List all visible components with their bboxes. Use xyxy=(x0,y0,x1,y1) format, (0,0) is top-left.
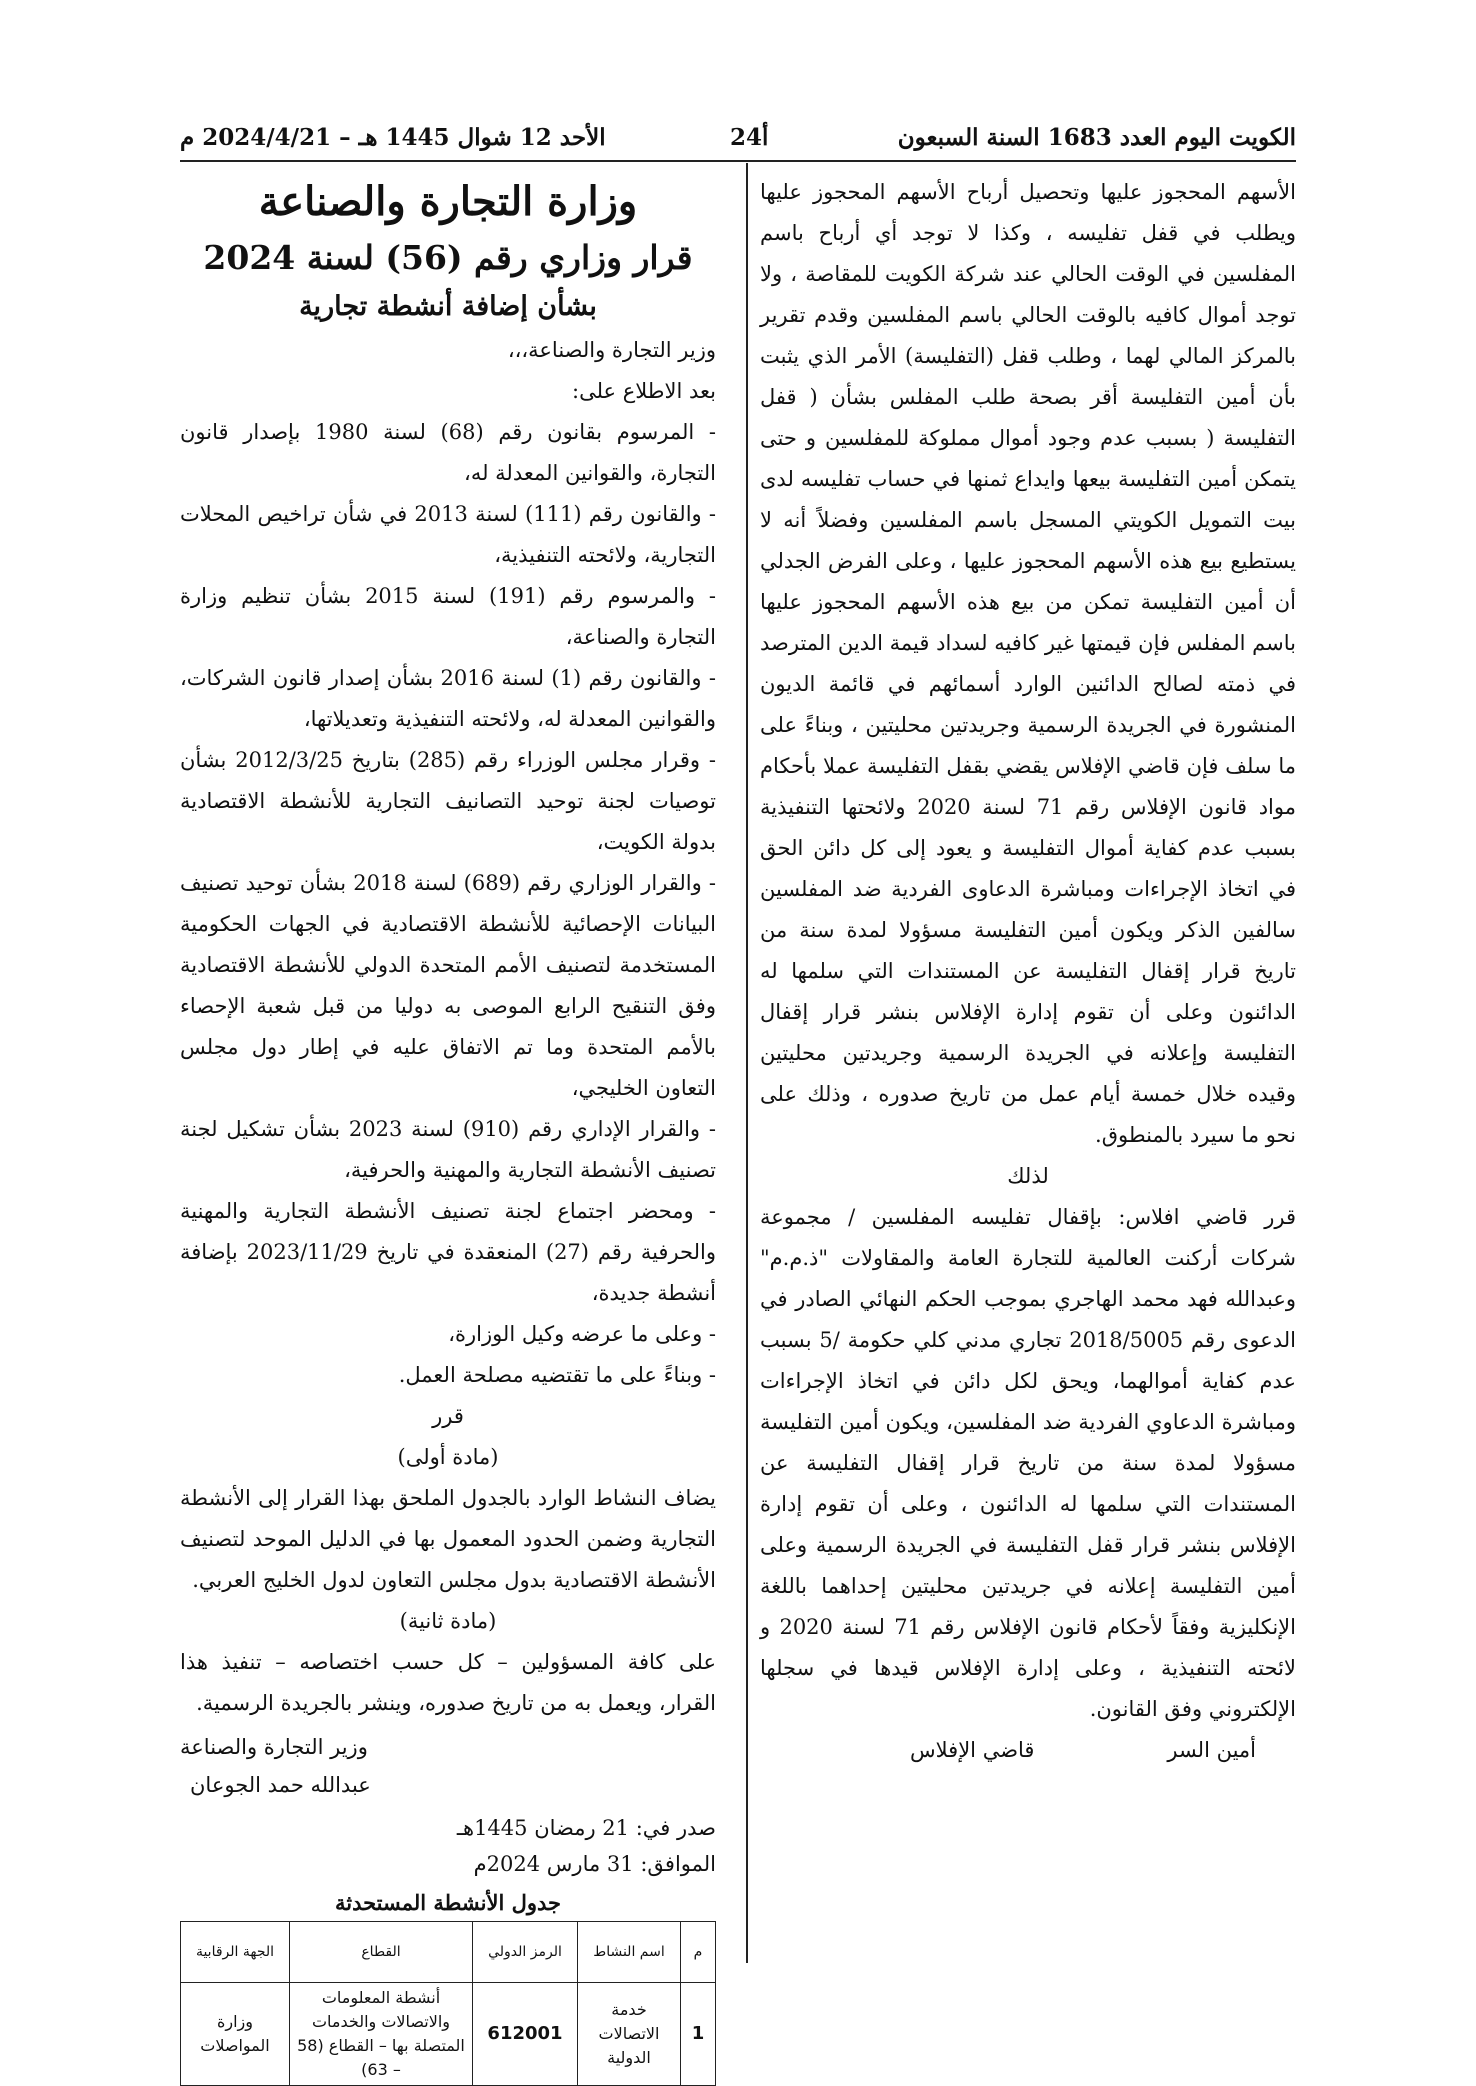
minister-name: عبدالله حمد الجوعان xyxy=(190,1773,371,1797)
table-cell: 1 xyxy=(681,1983,716,2086)
after-review: بعد الاطلاع على: xyxy=(572,379,716,403)
article2-text: على كافة المسؤولين – كل حسب اختصاصه – تنفيذ هذا القرار، ويعمل به من تاريخ صدوره، وينشر بالجريدة الرسمية. xyxy=(180,1650,716,1715)
reference-item: - والقرار الإداري رقم (910) لسنة 2023 بشأن تشكيل لجنة تصنيف الأنشطة التجارية والمهنية والحرفية، xyxy=(180,1117,716,1182)
column-divider xyxy=(746,163,748,1963)
reference-item: - والقرار الوزاري رقم (689) لسنة 2018 بشأن توحيد تصنيف البيانات الإحصائية للأنشطة الاقتصادية في الجهات الحكومية المستخدمة لتصنيف الأمم المتحدة الدولي للأنشطة الاقتصادية وفق التنقيح الرابع الموصى به دوليا من قبل شعبة الإحصاء بالأمم المتحدة وما تم الاتفاق عليه في إطار دول مجلس التعاون الخليجي، xyxy=(180,871,716,1100)
left-column xyxy=(180,172,716,2086)
table-title: جدول الأنشطة المستحدثة xyxy=(334,1890,562,1915)
table-row xyxy=(181,1983,716,2086)
corresponding-date: الموافق: 31 مارس 2024م xyxy=(473,1852,716,1876)
article2-title: (مادة ثانية) xyxy=(399,1609,497,1633)
table-cell: 612001 xyxy=(473,1983,578,2086)
reference-item: - المرسوم بقانون رقم (68) لسنة 1980 بإصدار قانون التجارة، والقوانين المعدلة له، xyxy=(180,420,716,485)
decision-subject: بشأن إضافة أنشطة تجارية xyxy=(299,291,597,322)
table-header-cell: الرمز الدولي xyxy=(473,1922,578,1983)
bankruptcy-paragraph: الأسهم المحجوز عليها وتحصيل أرباح الأسهم المحجوز عليها ويطلب في قفل تفليسه ، وكذا لا توجد أي أرباح باسم المفلسين في الوقت الحالي عند شركة الكويت للمقاصة ، ولا توجد أموال كافيه بالوقت الحالي باسم المفلسين وقدم تقرير بالمركز المالي لهما ، وطلب قفل (التفليسة) الأمر الذي يثبت بأن أمين التفليسة أقر بصحة طلب المفلس بشأن ( قفل التفليسة ( بسبب عدم وجود أموال مملوكة للمفلسين و حتى يتمكن أمين التفليسة بيعها وايداع ثمنها في حساب تفليسه لدى بيت التمويل الكويتي المسجل باسم المفلسين وفضلاً أنه لا يستطيع بيع هذه الأسهم المحجوز عليها ، وعلى الفرض الجدلي أن أمين التفليسة تمكن من بيع هذه الأسهم المحجوز عليها باسم المفلس فإن قيمتها غير كافيه لسداد قيمة الدين المترصد في ذمته لصالح الدائنين الوارد أسمائهم في قائمة الديون المنشورة في الجريدة الرسمية وجريدتين محليتين ، وبناءً على ما سلف فإن قاضي الإفلاس يقضي بقفل التفليسة عملا بأحكام مواد قانون الإفلاس رقم 71 لسنة 2020 ولائحتها التنفيذية بسبب عدم كفاية أموال التفليسة و يعود إلى كل دائن الحق في اتخاذ الإجراءات ومباشرة الدعاوى الفردية ضد المفلسين سالفين الذكر ويكون أمين التفليسة مسؤولا لمدة سنة من تاريخ قرار إقفال التفليسة عن المستندات التي سلمها له الدائنون وعلى أن تقوم إدارة الإفلاس بنشر قرار إقفال التفليسة وإعلانه في الجريدة الرسمية وجريدتين محليتين وقيده خلال خمسة أيام عمل من تاريخ صدوره ، وذلك على نحو ما سيرد بالمنطوق. xyxy=(760,180,1296,1147)
reference-item: - ومحضر اجتماع لجنة تصنيف الأنشطة التجارية والمهنية والحرفية رقم (27) المنعقدة في تاريخ 2023/11/29 بإضافة أنشطة جديدة، xyxy=(180,1199,716,1305)
judge-signature: قاضي الإفلاس xyxy=(910,1738,1035,1762)
table-header-row xyxy=(181,1922,716,1983)
therefore-heading: لذلك xyxy=(1007,1164,1049,1188)
issue-dates xyxy=(180,1810,716,1882)
header-divider xyxy=(180,160,1296,162)
issued-date: صدر في: 21 رمضان 1445هـ xyxy=(456,1816,716,1840)
table-cell: خدمة الاتصالات الدولية xyxy=(578,1983,681,2086)
table-header-cell: اسم النشاط xyxy=(578,1922,681,1983)
table-header-cell: الجهة الرقابية xyxy=(181,1922,290,1983)
table-cell: وزارة المواصلات xyxy=(181,1983,290,2086)
table-header-cell: القطاع xyxy=(290,1922,473,1983)
article1-title: (مادة أولى) xyxy=(397,1445,499,1469)
reference-item: - والمرسوم رقم (191) لسنة 2015 بشأن تنظيم وزارة التجارة والصناعة، xyxy=(180,584,716,649)
table-cell: أنشطة المعلومات والاتصالات والخدمات المتصلة بها – القطاع (58 – 63) xyxy=(290,1983,473,2086)
activities-table xyxy=(180,1921,716,2086)
table-header-cell: م xyxy=(681,1922,716,1983)
article1-text: يضاف النشاط الوارد بالجدول الملحق بهذا القرار إلى الأنشطة التجارية وضمن الحدود المعمول بها في الدليل الموحد لتصنيف الأنشطة الاقتصادية بدول مجلس التعاون لدول الخليج العربي. xyxy=(180,1486,716,1592)
references-list xyxy=(180,412,716,1396)
ministry-title: وزارة التجارة والصناعة xyxy=(258,178,638,225)
secretary-signature: أمين السر xyxy=(1167,1738,1256,1762)
minister-title: وزير التجارة والصناعة xyxy=(180,1735,368,1759)
right-column xyxy=(760,172,1296,1771)
bankruptcy-decision: قرر قاضي افلاس: بإقفال تفليسه المفلسين / مجموعة شركات أركنت العالمية للتجارة العامة والمقاولات "ذ.م.م" وعبدالله فهد محمد الهاجري بموجب الحكم النهائي الصادر في الدعوى رقم 2018/5005 تجاري مدني كلي حكومة /5 بسبب عدم كفاية أموالهما، ويحق لكل دائن في اتخاذ الإجراءات ومباشرة الدعاوي الفردية ضد المفلسين، ويكون أمين التفليسة مسؤولا لمدة سنة من تاريخ قرار إقفال التفليسة عن المستندات التي سلمها له الدائنون ، وعلى أن تقوم إدارة الإفلاس بنشر قرار قفل التفليسة في الجريدة الرسمية وعلى أمين التفليسة إعلانه في جريدتين محليتين إحداهما باللغة الإنكليزية وفقاً لأحكام قانون الإفلاس رقم 71 لسنة 2020 و لائحته التنفيذية ، وعلى إدارة الإفلاس قيدها في سجلها الإلكتروني وفق القانون. xyxy=(760,1205,1297,1721)
reference-item: - وقرار مجلس الوزراء رقم (285) بتاريخ 2012/3/25 بشأن توصيات لجنة توحيد التصانيف التجارية للأنشطة الاقتصادية بدولة الكويت، xyxy=(180,748,717,854)
header-page-number: 24أ xyxy=(730,124,769,151)
decision-title: قرار وزاري رقم (56) لسنة 2024 xyxy=(203,238,693,277)
reference-item: - والقانون رقم (1) لسنة 2016 بشأن إصدار قانون الشركات، والقوانين المعدلة له، ولائحته التنفيذية وتعديلاتها، xyxy=(180,666,716,731)
intro: وزير التجارة والصناعة،،، xyxy=(507,338,716,362)
reference-item: - وعلى ما عرضه وكيل الوزارة، xyxy=(448,1322,716,1346)
decided-heading: قرر xyxy=(432,1404,464,1428)
header-issue: الكويت اليوم العدد 1683 السنة السبعون xyxy=(897,124,1296,151)
signatures xyxy=(760,1730,1296,1771)
table-body xyxy=(181,1983,716,2086)
reference-item: - والقانون رقم (111) لسنة 2013 في شأن تراخيص المحلات التجارية، ولائحته التنفيذية، xyxy=(180,502,717,567)
reference-item: - وبناءً على ما تقتضيه مصلحة العمل. xyxy=(398,1363,716,1387)
header-date: الأحد 12 شوال 1445 هـ – 2024/4/21 م xyxy=(180,124,606,151)
minister-block xyxy=(180,1728,716,1804)
page-header xyxy=(180,120,1296,164)
